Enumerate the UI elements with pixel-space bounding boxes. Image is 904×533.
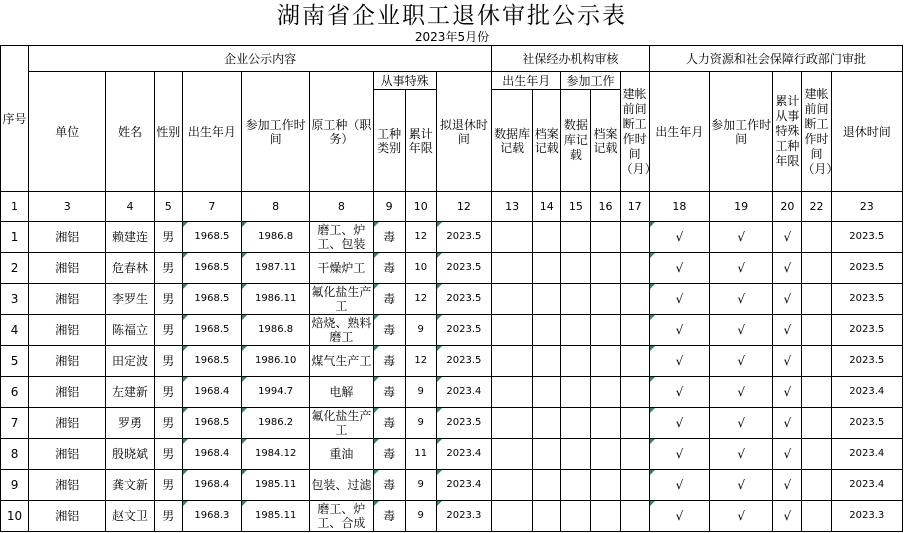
cell-social-review — [620, 408, 649, 439]
check-mark-icon: √ — [710, 284, 773, 315]
cell-hr-gap — [802, 222, 831, 253]
check-mark-icon: √ — [710, 315, 773, 346]
cell-planned-retire: 2023.4 — [436, 439, 491, 470]
cell-social-review — [561, 315, 591, 346]
cell-gender: 男 — [154, 501, 182, 532]
check-mark-icon: √ — [649, 284, 709, 315]
cell-hr-gap — [802, 501, 831, 532]
column-number: 1 — [1, 192, 29, 222]
check-mark-icon: √ — [710, 470, 773, 501]
cell-no: 9 — [1, 470, 29, 501]
cell-job-type: 毒 — [373, 222, 405, 253]
cell-unit: 湘铝 — [29, 253, 106, 284]
cell-name: 罗勇 — [106, 408, 154, 439]
cell-name: 赖建连 — [106, 222, 154, 253]
cell-work-start: 1986.8 — [242, 315, 310, 346]
column-number: 18 — [649, 192, 709, 222]
cell-no: 3 — [1, 284, 29, 315]
cell-social-review — [620, 470, 649, 501]
cell-social-review — [591, 501, 620, 532]
column-number: 13 — [492, 192, 533, 222]
cell-social-review — [561, 439, 591, 470]
cell-social-review — [620, 315, 649, 346]
page-title: 湖南省企业职工退休审批公示表 — [277, 3, 627, 29]
header-seq: 序号 — [1, 46, 29, 192]
cell-hr-gap — [802, 284, 831, 315]
cell-social-review — [561, 346, 591, 377]
cell-hr-retire: 2023.4 — [831, 470, 902, 501]
table-row — [1, 346, 903, 377]
cell-birth: 1968.5 — [182, 284, 241, 315]
table-row — [1, 377, 903, 408]
cell-original-job: 磨工、炉工、合成 — [310, 501, 373, 532]
cell-planned-retire: 2023.4 — [436, 377, 491, 408]
cell-hr-gap — [802, 470, 831, 501]
cell-social-review — [591, 470, 620, 501]
cell-social-review — [492, 253, 533, 284]
cell-job-type: 毒 — [373, 501, 405, 532]
cell-birth: 1968.4 — [182, 470, 241, 501]
header-hr-special-years: 累计从事特殊工种年限 — [773, 72, 802, 192]
column-number: 17 — [620, 192, 649, 222]
cell-social-review — [492, 470, 533, 501]
cell-planned-retire: 2023.5 — [436, 253, 491, 284]
cell-planned-retire: 2023.5 — [436, 222, 491, 253]
cell-planned-retire: 2023.5 — [436, 408, 491, 439]
page-subtitle: 2023年5月份 — [414, 30, 490, 44]
column-number: 5 — [154, 192, 182, 222]
check-mark-icon: √ — [649, 315, 709, 346]
column-number: 20 — [773, 192, 802, 222]
cell-social-review — [533, 315, 561, 346]
cell-birth: 1968.4 — [182, 439, 241, 470]
cell-unit: 湘铝 — [29, 439, 106, 470]
check-mark-icon: √ — [773, 284, 802, 315]
header-work-group: 参加工作 — [561, 72, 620, 90]
table-row — [1, 470, 903, 501]
cell-work-start: 1987.11 — [242, 253, 310, 284]
check-mark-icon: √ — [649, 346, 709, 377]
cell-planned-retire: 2023.5 — [436, 284, 491, 315]
cell-hr-gap — [802, 408, 831, 439]
cell-social-review — [591, 315, 620, 346]
cell-hr-retire: 2023.5 — [831, 253, 902, 284]
cell-gender: 男 — [154, 377, 182, 408]
check-mark-icon: √ — [773, 408, 802, 439]
cell-planned-retire: 2023.4 — [436, 470, 491, 501]
header-db-record-work: 数据库记载 — [561, 90, 591, 192]
cell-social-review — [620, 346, 649, 377]
cell-years: 9 — [405, 408, 436, 439]
cell-gender: 男 — [154, 408, 182, 439]
cell-original-job: 焙烧、熟料磨工 — [311, 316, 372, 344]
cell-unit: 湘铝 — [29, 222, 106, 253]
header-unit: 单位 — [29, 72, 106, 192]
check-mark-icon: √ — [710, 222, 773, 253]
check-mark-icon: √ — [773, 315, 802, 346]
table-body — [1, 222, 903, 532]
cell-original-job: 电解 — [310, 377, 373, 408]
cell-social-review — [492, 439, 533, 470]
cell-name: 陈福立 — [106, 315, 154, 346]
cell-name: 左建新 — [106, 377, 154, 408]
cell-no: 8 — [1, 439, 29, 470]
header-enterprise-group: 企业公示内容 — [29, 46, 492, 72]
cell-years: 10 — [405, 253, 436, 284]
cell-birth: 1968.5 — [182, 408, 241, 439]
cell-social-review — [620, 253, 649, 284]
cell-social-review — [561, 284, 591, 315]
cell-hr-gap — [802, 315, 831, 346]
cell-social-review — [492, 222, 533, 253]
cell-name: 危春林 — [106, 253, 154, 284]
header-name: 姓名 — [106, 72, 154, 192]
cell-hr-retire: 2023.5 — [831, 315, 902, 346]
cell-social-review — [533, 346, 561, 377]
cell-social-review — [492, 501, 533, 532]
cell-social-review — [533, 408, 561, 439]
check-mark-icon: √ — [773, 470, 802, 501]
column-number: 3 — [29, 192, 106, 222]
cell-social-review — [591, 346, 620, 377]
cell-no: 4 — [1, 315, 29, 346]
cell-years: 12 — [405, 222, 436, 253]
header-years: 累计年限 — [405, 90, 436, 192]
table-row — [1, 253, 903, 284]
cell-unit: 湘铝 — [29, 408, 106, 439]
cell-hr-gap — [802, 439, 831, 470]
cell-job-type: 毒 — [373, 470, 405, 501]
cell-social-review — [492, 284, 533, 315]
check-mark-icon: √ — [710, 439, 773, 470]
cell-no: 10 — [1, 501, 29, 532]
check-mark-icon: √ — [773, 346, 802, 377]
check-mark-icon: √ — [649, 253, 709, 284]
cell-name: 田定波 — [106, 346, 154, 377]
cell-hr-retire: 2023.5 — [831, 222, 902, 253]
cell-name: 李罗生 — [106, 284, 154, 315]
cell-social-review — [620, 284, 649, 315]
cell-job-type: 毒 — [373, 346, 405, 377]
cell-social-review — [561, 501, 591, 532]
header-birth: 出生年月 — [182, 72, 241, 192]
table-row — [1, 222, 903, 253]
header-original-job: 原工种（职务） — [310, 72, 373, 192]
cell-job-type: 毒 — [373, 377, 405, 408]
cell-years: 12 — [405, 346, 436, 377]
cell-social-review — [492, 377, 533, 408]
header-gender: 性别 — [154, 72, 182, 192]
cell-years: 11 — [405, 439, 436, 470]
column-number: 16 — [591, 192, 620, 222]
cell-hr-retire: 2023.5 — [831, 346, 902, 377]
cell-hr-gap — [802, 253, 831, 284]
cell-name: 龚文新 — [106, 470, 154, 501]
cell-job-type: 毒 — [373, 315, 405, 346]
header-pre-gap: 建帐前间断工作时间（月） — [620, 72, 649, 192]
cell-social-review — [561, 470, 591, 501]
check-mark-icon: √ — [649, 439, 709, 470]
cell-work-start: 1985.11 — [242, 501, 310, 532]
cell-birth: 1968.5 — [182, 253, 241, 284]
cell-job-type: 毒 — [373, 253, 405, 284]
header-hr-retire: 退休时间 — [831, 72, 902, 192]
check-mark-icon: √ — [710, 346, 773, 377]
cell-social-review — [533, 470, 561, 501]
cell-social-review — [620, 222, 649, 253]
cell-no: 1 — [1, 222, 29, 253]
table-row — [1, 284, 903, 315]
cell-hr-retire: 2023.5 — [831, 408, 902, 439]
cell-birth: 1968.3 — [182, 501, 241, 532]
cell-gender: 男 — [154, 284, 182, 315]
table-row — [1, 315, 903, 346]
cell-social-review — [561, 253, 591, 284]
cell-years: 12 — [405, 284, 436, 315]
column-number: 8 — [242, 192, 310, 222]
column-number: 15 — [561, 192, 591, 222]
cell-birth: 1968.4 — [182, 377, 241, 408]
header-hr-work: 参加工作时间 — [710, 72, 773, 192]
table-row — [1, 501, 903, 532]
cell-gender: 男 — [154, 222, 182, 253]
cell-years: 9 — [405, 470, 436, 501]
cell-social-review — [591, 253, 620, 284]
column-number-row-body — [1, 192, 903, 222]
column-number: 14 — [533, 192, 561, 222]
column-number: 19 — [710, 192, 773, 222]
cell-social-review — [591, 222, 620, 253]
column-number: 12 — [436, 192, 491, 222]
cell-social-review — [533, 284, 561, 315]
cell-social-review — [492, 346, 533, 377]
cell-original-job: 干燥炉工 — [310, 253, 373, 284]
cell-hr-retire: 2023.4 — [831, 439, 902, 470]
check-mark-icon: √ — [649, 222, 709, 253]
cell-work-start: 1986.8 — [242, 222, 310, 253]
cell-original-job: 重油 — [310, 439, 373, 470]
cell-gender: 男 — [154, 315, 182, 346]
cell-no: 6 — [1, 377, 29, 408]
cell-social-review — [591, 439, 620, 470]
check-mark-icon: √ — [710, 501, 773, 532]
check-mark-icon: √ — [773, 222, 802, 253]
cell-social-review — [591, 408, 620, 439]
check-mark-icon: √ — [773, 501, 802, 532]
retirement-table — [0, 45, 903, 532]
cell-original-job: 磨工、炉工、包装 — [310, 222, 373, 253]
check-mark-icon: √ — [710, 408, 773, 439]
column-number: 7 — [182, 192, 241, 222]
cell-social-review — [561, 222, 591, 253]
header-db-record-birth: 数据库记载 — [492, 90, 533, 192]
column-number: 8 — [310, 192, 373, 222]
cell-years: 9 — [405, 377, 436, 408]
check-mark-icon: √ — [710, 377, 773, 408]
cell-work-start: 1986.10 — [242, 346, 310, 377]
cell-hr-retire: 2023.4 — [831, 377, 902, 408]
cell-years: 9 — [405, 501, 436, 532]
header-special-group: 从事特殊 — [373, 72, 436, 90]
cell-name: 赵文卫 — [106, 501, 154, 532]
cell-years: 9 — [405, 315, 436, 346]
cell-job-type: 毒 — [373, 439, 405, 470]
cell-social-review — [533, 501, 561, 532]
check-mark-icon: √ — [710, 253, 773, 284]
cell-social-review — [561, 377, 591, 408]
column-number: 9 — [373, 192, 405, 222]
cell-social-review — [533, 439, 561, 470]
cell-name: 殷晓斌 — [106, 439, 154, 470]
column-number: 23 — [831, 192, 902, 222]
check-mark-icon: √ — [773, 253, 802, 284]
cell-no: 2 — [1, 253, 29, 284]
column-number-row — [1, 192, 903, 222]
cell-social-review — [533, 222, 561, 253]
cell-unit: 湘铝 — [29, 501, 106, 532]
cell-social-review — [620, 377, 649, 408]
check-mark-icon: √ — [649, 408, 709, 439]
column-number: 4 — [106, 192, 154, 222]
cell-social-review — [591, 377, 620, 408]
cell-gender: 男 — [154, 253, 182, 284]
header-birth-group: 出生年月 — [492, 72, 561, 90]
cell-planned-retire: 2023.5 — [436, 315, 491, 346]
cell-hr-retire: 2023.3 — [831, 501, 902, 532]
cell-birth: 1968.5 — [182, 222, 241, 253]
header-hr-gap: 建帐前间断工作时间（月） — [802, 72, 831, 192]
table-row — [1, 408, 903, 439]
cell-original-job: 煤气生产工 — [310, 346, 373, 377]
header-job-type: 工种类别 — [373, 90, 405, 192]
cell-work-start: 1984.12 — [242, 439, 310, 470]
cell-original-job: 氟化盐生产工 — [311, 285, 372, 313]
header-social-group: 社保经办机构审核 — [492, 46, 650, 72]
cell-unit: 湘铝 — [29, 346, 106, 377]
cell-social-review — [620, 501, 649, 532]
cell-unit: 湘铝 — [29, 470, 106, 501]
cell-hr-retire: 2023.5 — [831, 284, 902, 315]
cell-gender: 男 — [154, 346, 182, 377]
header-file-record-birth: 档案记载 — [533, 90, 561, 192]
cell-birth: 1968.5 — [182, 346, 241, 377]
cell-social-review — [533, 377, 561, 408]
check-mark-icon: √ — [773, 377, 802, 408]
header-work-start: 参加工作时间 — [242, 72, 310, 192]
cell-gender: 男 — [154, 470, 182, 501]
cell-social-review — [492, 408, 533, 439]
cell-unit: 湘铝 — [29, 284, 106, 315]
cell-unit: 湘铝 — [29, 315, 106, 346]
table-header — [1, 46, 903, 192]
cell-social-review — [492, 315, 533, 346]
check-mark-icon: √ — [649, 470, 709, 501]
cell-work-start: 1986.11 — [242, 284, 310, 315]
check-mark-icon: √ — [773, 439, 802, 470]
cell-unit: 湘铝 — [29, 377, 106, 408]
header-file-record-work: 档案记载 — [591, 90, 620, 192]
cell-job-type: 毒 — [373, 284, 405, 315]
header-hr-birth: 出生年月 — [649, 72, 709, 192]
cell-social-review — [591, 284, 620, 315]
cell-social-review — [620, 439, 649, 470]
cell-work-start: 1985.11 — [242, 470, 310, 501]
cell-original-job: 包装、过滤 — [310, 470, 373, 501]
cell-planned-retire: 2023.3 — [436, 501, 491, 532]
cell-no: 5 — [1, 346, 29, 377]
cell-hr-gap — [802, 346, 831, 377]
column-number: 22 — [802, 192, 831, 222]
check-mark-icon: √ — [649, 501, 709, 532]
header-hr-group: 人力资源和社会保障行政部门审批 — [649, 46, 902, 72]
cell-gender: 男 — [154, 439, 182, 470]
cell-birth: 1968.5 — [182, 315, 241, 346]
cell-planned-retire: 2023.5 — [436, 346, 491, 377]
cell-hr-gap — [802, 377, 831, 408]
column-number: 10 — [405, 192, 436, 222]
check-mark-icon: √ — [649, 377, 709, 408]
cell-original-job: 氟化盐生产工 — [311, 409, 372, 437]
cell-no: 7 — [1, 408, 29, 439]
header-planned-retire: 拟退休时间 — [436, 72, 491, 192]
table-row — [1, 439, 903, 470]
cell-work-start: 1986.2 — [242, 408, 310, 439]
cell-job-type: 毒 — [373, 408, 405, 439]
cell-work-start: 1994.7 — [242, 377, 310, 408]
cell-social-review — [533, 253, 561, 284]
cell-social-review — [561, 408, 591, 439]
